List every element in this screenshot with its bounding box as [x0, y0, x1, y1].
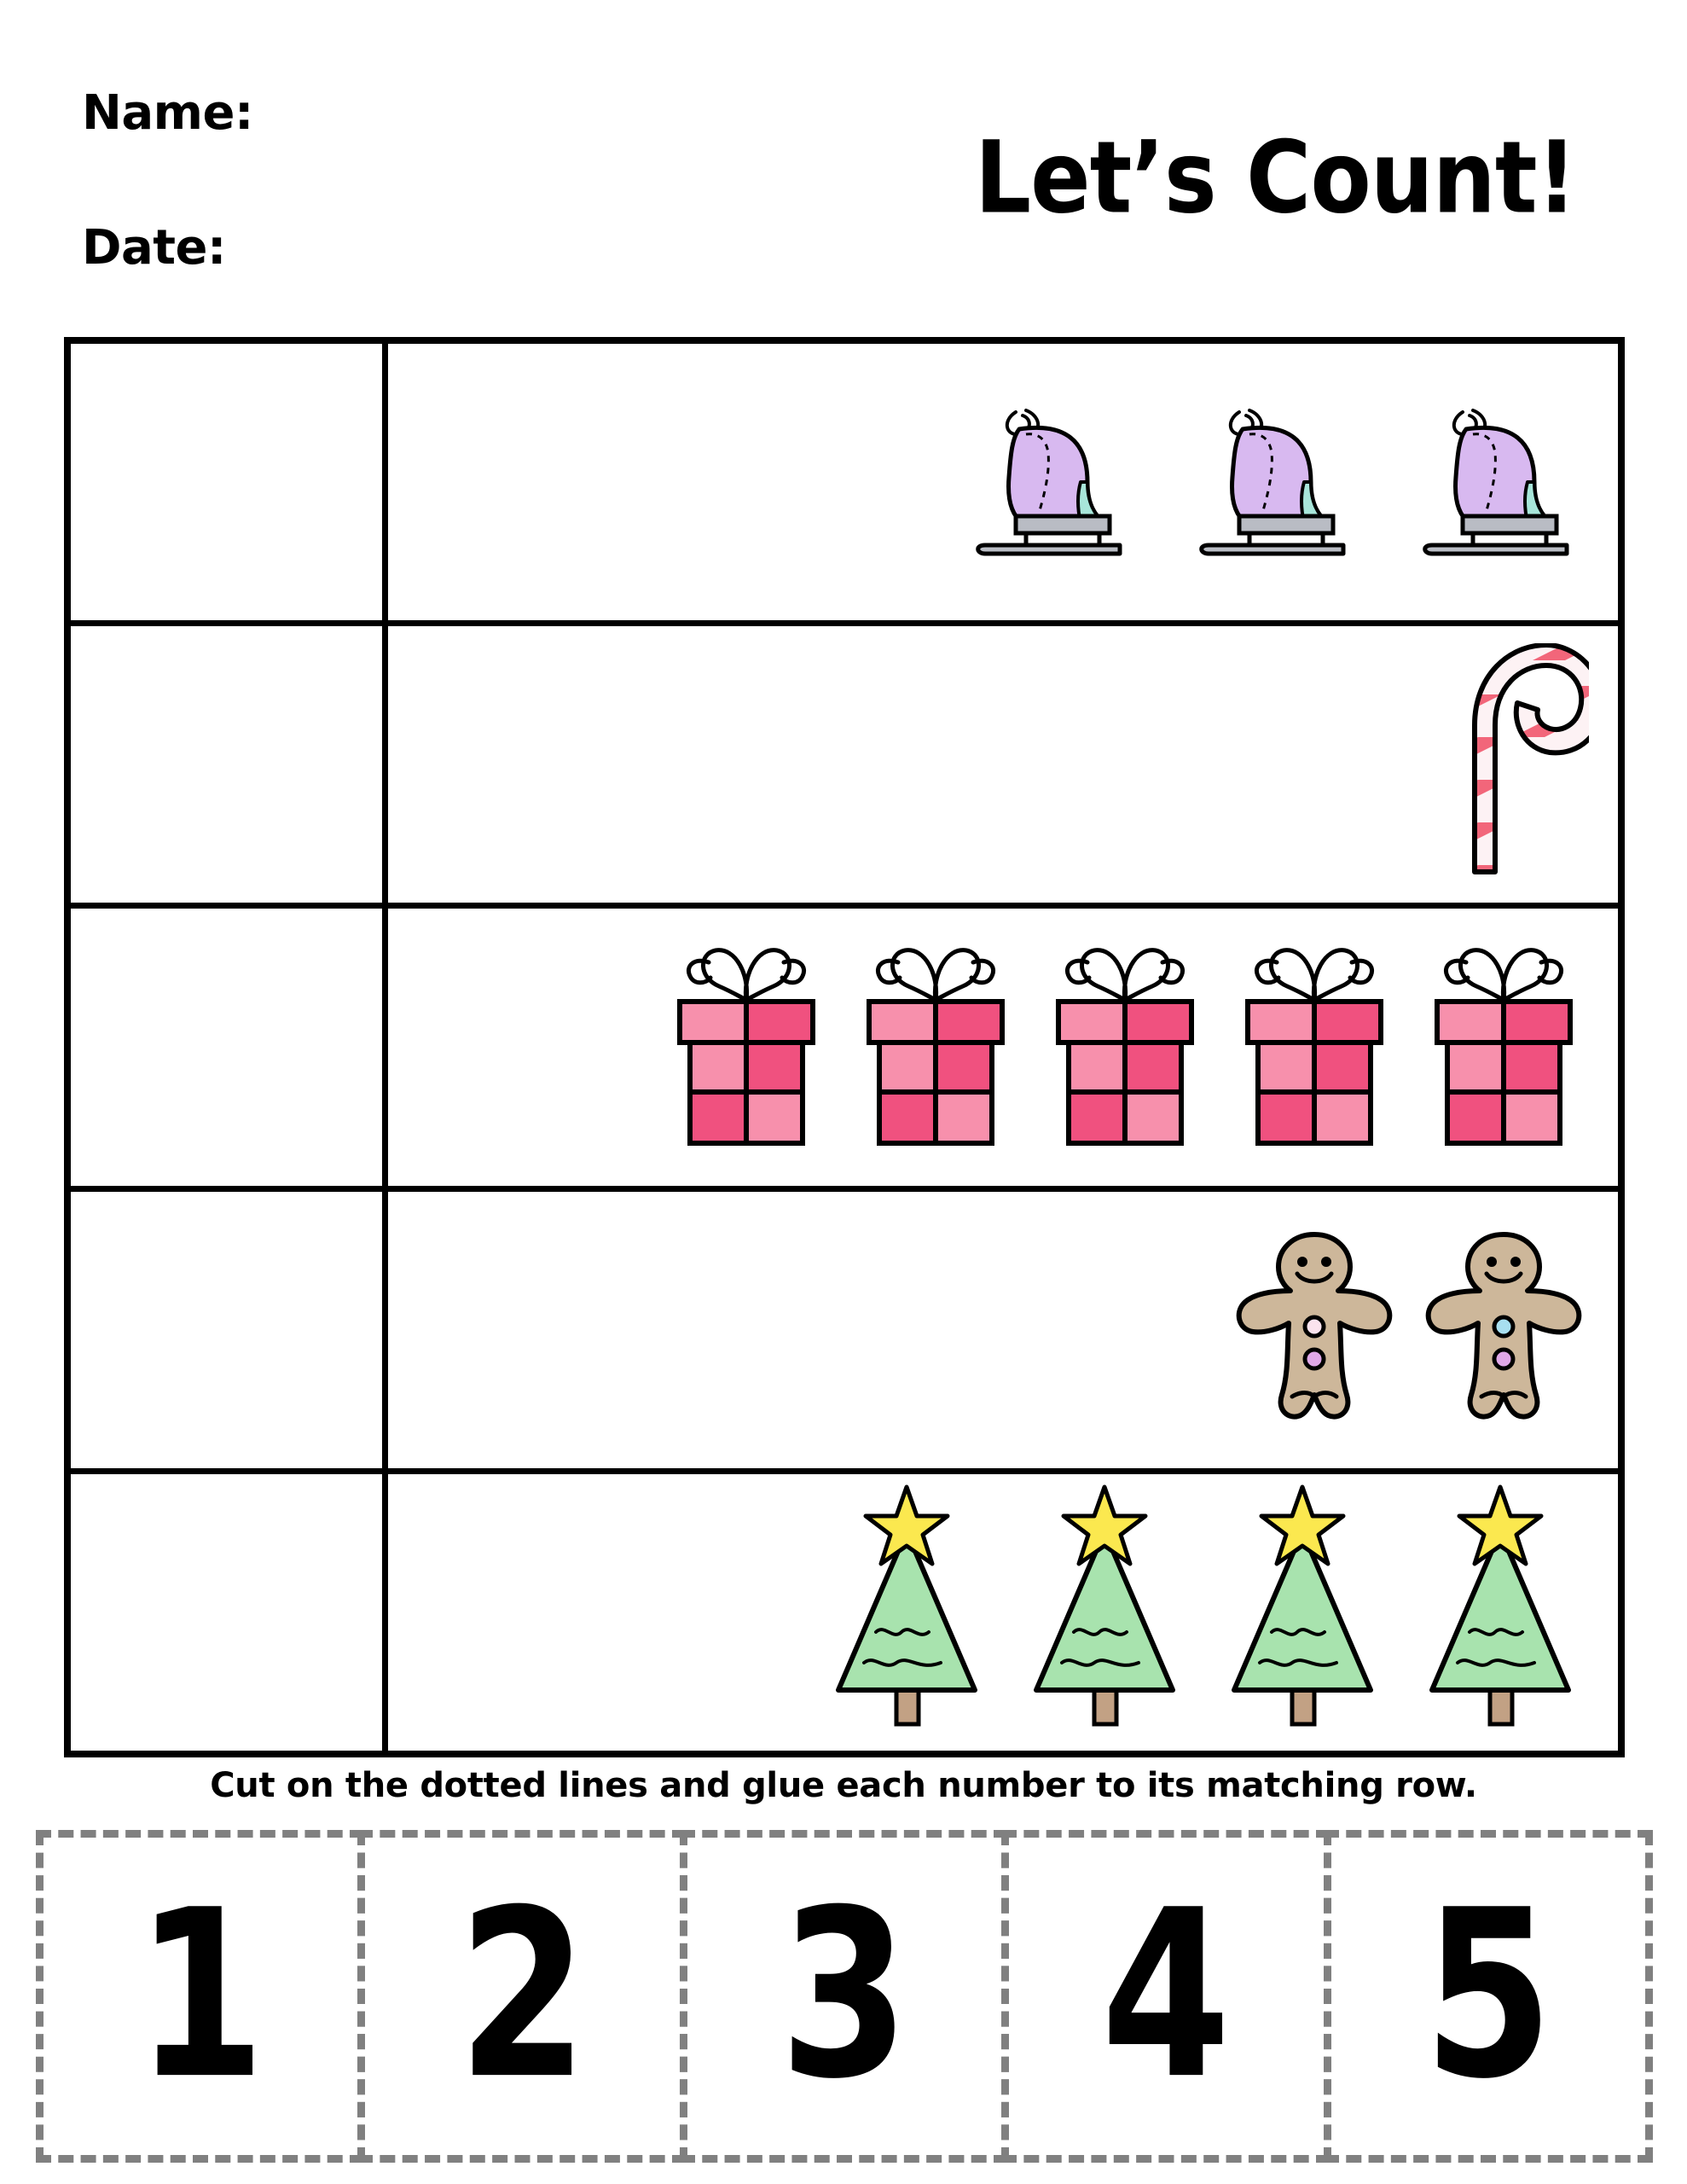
items-row-3 [388, 909, 1618, 1185]
gift-box-icon [661, 921, 832, 1173]
answer-box-row-2[interactable] [71, 626, 388, 903]
items-row-2 [388, 626, 1618, 903]
gingerbread-man-icon [1418, 1221, 1589, 1438]
number-cutout-strip [36, 1830, 1653, 2163]
ice-skate-icon [1161, 386, 1365, 578]
cut-number-label: 1 [136, 1862, 266, 2131]
answer-box-row-3[interactable] [71, 909, 388, 1185]
christmas-tree-icon [1410, 1482, 1589, 1742]
cut-number-label: 5 [1423, 1862, 1553, 2131]
date-label: Date: [82, 220, 226, 276]
cut-number-label: 3 [779, 1862, 910, 2131]
gift-box-icon [1418, 921, 1589, 1173]
page-title: Let’s Count! [974, 119, 1576, 236]
cut-number-label: 4 [1101, 1862, 1232, 2131]
ice-skate-icon [937, 386, 1142, 578]
answer-box-row-1[interactable] [71, 344, 388, 620]
gift-box-icon [1040, 921, 1210, 1173]
cut-number-label: 2 [457, 1862, 588, 2131]
cut-cell-5[interactable] [1324, 1830, 1653, 2163]
answer-box-row-5[interactable] [71, 1474, 388, 1751]
cut-instruction: Cut on the dotted lines and glue each number to its matching row. [210, 1766, 1477, 1805]
items-row-4 [388, 1192, 1618, 1468]
ice-skate-icon [1384, 386, 1589, 578]
christmas-tree-icon [816, 1482, 995, 1742]
name-label: Name: [82, 85, 253, 141]
table-row [71, 1474, 1618, 1751]
counting-table [64, 337, 1625, 1757]
table-row [71, 344, 1618, 626]
cut-cell-4[interactable] [1001, 1830, 1330, 2163]
gift-box-icon [850, 921, 1021, 1173]
table-row [71, 626, 1618, 909]
worksheet-header [0, 0, 1687, 307]
candy-cane-icon [1461, 643, 1589, 886]
table-row [71, 909, 1618, 1191]
cut-cell-1[interactable] [36, 1830, 365, 2163]
christmas-tree-icon [1014, 1482, 1193, 1742]
gingerbread-man-icon [1229, 1221, 1400, 1438]
gift-box-icon [1229, 921, 1400, 1173]
cut-cell-2[interactable] [357, 1830, 687, 2163]
cut-cell-3[interactable] [680, 1830, 1009, 2163]
answer-box-row-4[interactable] [71, 1192, 388, 1468]
items-row-5 [388, 1474, 1618, 1751]
christmas-tree-icon [1212, 1482, 1391, 1742]
table-row [71, 1192, 1618, 1474]
items-row-1 [388, 344, 1618, 620]
